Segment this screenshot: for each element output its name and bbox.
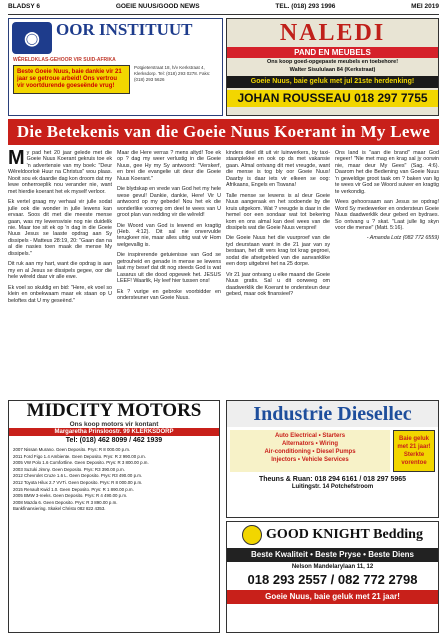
midcity-footer: Bankfinansiering. Skakel Christo 082 822 4353. (13, 506, 106, 512)
naledi-title: NALEDI (227, 19, 438, 47)
drop-cap: M (8, 150, 25, 169)
list-item: 2012 Toyota Hilux 2.7 VVTi. Geen Deposito. Prys: R 8 000.00 p.m. (13, 479, 143, 485)
article-paragraph: Vir 21 jaar ontvang u elke maand die Goeie Nuus gratis. Sal u dit oorweeg om daadwerklik die Koerant te ondersteun deur gebed, maar ook finansieel? (226, 271, 330, 298)
article-paragraph: Die Goeie Nuus het die vuurproef van die tyd deurstaan want in die 21 jaar van sy bestaan, het dit vers krag tot krag gegroei, sodat die afsetgebied van die aanvanklike een dorp uitgebrei het na 25 dorpe. (226, 235, 330, 268)
knight-footer: Goeie Nuus, baie geluk met 21 jaar! (227, 590, 438, 604)
page-header (8, 3, 439, 15)
knight-name: GOOD KNIGHT Bedding (266, 527, 423, 542)
list-item: 2005 VW Polo 1.6 Comfortline. Geen Deposito. Prys: R 3 800.00 p.m. (13, 460, 149, 466)
list-item: Injectors • Vehicle Services (271, 457, 349, 463)
naledi-band: Goeie Nuus, baie geluk met jul 21ste herdenking! (227, 76, 438, 88)
midcity-list (9, 445, 219, 515)
article-title: Die Betekenis van die Goeie Nuus Koerant in My Lewe (16, 122, 431, 141)
article-paragraph: Ek ? vurige en gebroke voorbidder en ondersteuner van Goeie Nuus. (117, 288, 221, 302)
midcity-tel: Tel: (018) 462 8099 / 462 1939 (65, 437, 163, 444)
knight-address: Nelson Mandelarylaan 11, 12 (291, 564, 374, 570)
naledi-line2: Walter Sisululaan 84 (Kerkstraat) (289, 67, 376, 73)
page-number: BLADSY 6 (8, 3, 41, 10)
midcity-title: MIDCITY MOTORS (26, 400, 202, 421)
diesellec-title: Industrie Diesellec (227, 401, 438, 427)
midcity-motors-ad (8, 400, 220, 633)
article-paragraph: Maar die Here verras ? mens altyd! Toe ek op ? dag my weer verlustig in die Goeie Nuus, gee Hy my Sy antwoord: "Verskerf, en brei die evangelie uit deur die Goeie Nuus Koerant." (117, 150, 221, 182)
article-column-4 (335, 150, 439, 397)
diesellec-services (230, 430, 390, 472)
header-date: MEI 2019 (411, 3, 439, 10)
article-column-1 (8, 150, 112, 397)
list-item: 2008 Mazda 6. Geen Deposito. Prys: R 3 890.00 p.m. (13, 499, 118, 505)
naledi-line1: Ons koop goed-opgepaste meubels en toebehore! (266, 59, 399, 65)
article-paragraph: Die Woord van God is lewend en kragtig (Heb. 4:12). Dit sal nie onvervulde terugkeer nie, maar alles uitrig wat vir Hom welgevallig is. (117, 222, 221, 248)
header-tel: TEL. (018) 293 1996 (275, 3, 336, 10)
list-item: 2005 BMW 3-reeks. Geen Deposito. Prys: R 4 490.00 p.m. (13, 493, 128, 499)
knight-phone: 018 293 2557 / 082 772 2798 (247, 572, 418, 587)
diesellec-ad (226, 400, 439, 518)
diesellec-badge: Baie geluk met 21 jaar! Sterkte vorentoe (393, 430, 435, 472)
article-paragraph: Ek voel so skuldig en bid: "Here, ek voel so klein en onbekwaam maar ek staan op U beloftes dat U my geseënd." (8, 284, 112, 304)
article-signature: - Amanda Lotz (082 772 6559) (366, 235, 439, 242)
article-paragraph: y pad het 20 jaar gelede met die Goeie Nuus Koerant gekruis toe ek 'n advertensie van my boek: "Deur Wêreldoorloë Huur na Christus" wou plaas. Nooit sou ek daardie dag kon droom dat my lewe onherroeplik nou verander nie, want met hierdie koerant het ek myself verloor. (8, 150, 112, 195)
diesellec-phone: Theuns & Ruan: 018 294 6161 / 018 297 5965 (258, 476, 407, 483)
oor-subtitle: WÊRELDKLAS-GEHOOR VIR SUID-AFRIKA (13, 57, 116, 63)
oor-instituut-ad (8, 18, 223, 116)
article-column-3 (226, 150, 330, 397)
naledi-sub: PAND EN MEUBELS (227, 47, 438, 58)
oor-address: Potgieterstraat 18, h/v Kerkstraat 4, Klerksdorp. Tel: (018) 293 0278. Faks: (018) 293 5626 (134, 65, 211, 82)
diesellec-address: Luitingstr. 14 Potchefstroom (291, 484, 374, 490)
article-paragraph: Die inspirerende getuienisse van God se getrouheid en genade in mense se lewens laat my besef dat dit nog steeds God is wat Lasarus uit die dood opgewek het. JESUS LEEF! Waarlik, Hy leef hier tussen ons! (117, 252, 221, 285)
list-item: 2015 Renault Kwid 1.0. Geen Deposito. Prys: R 1 890.00 p.m. (13, 486, 134, 492)
list-item: 2003 Suzuki Jimny. Geen Deposito. Prys: R3 390.00 p.m. (13, 466, 125, 472)
article-paragraph: Talle mense se lewens is al deur Goeie Nuus aangeraak en het sodoende by die kruis uitgekom. Wat ? vreugde is daar in die hemel oor een sondaar wat tot bekering kom en ons almal kan deel wees van die dissipels wat die Goeie Nuus versprei! (226, 192, 330, 231)
article-column-2 (117, 150, 221, 397)
naledi-phone: JOHAN ROUSSEAU 018 297 7755 (227, 90, 438, 107)
article-body (8, 150, 439, 397)
knight-band: Beste Kwaliteit • Beste Pryse • Beste Diens (227, 548, 438, 562)
list-item: 2011 Ford Figo 1.4 Ambiente. Geen Deposito. Prys: R 2 990.00 p.m. (13, 453, 146, 459)
knight-logo-icon (242, 525, 262, 545)
naledi-ad (226, 18, 439, 116)
list-item: Auto Electrical • Starters (274, 433, 346, 439)
article-paragraph: kinders deel dit uit vir luinwerkers, by taxi-staanplekke en ook op ds met vakansie gaan. Almal ontvang dit met vreugde, want die mense is tog bly oor Goeie Nuus! Daarby is daar iets vir elkeen se oog: Afrikaans, Engels en Tswana! (226, 150, 330, 189)
oor-promo: Beste Goeie Nuus, baie dankie vir 21 jaar se getroue arbeid! Ons vertrou vir voortdurende goeseënde vrug! (13, 65, 130, 94)
article-paragraph: Die blydskap en vrede van God het my hele wese gevul! Dankie, dankie, Here! Vir U antwoord op my gebede! Nou het ek die wonderlike voorreg om deel te wees van U groot plan van redding vir die wêreld! (117, 186, 221, 219)
article-paragraph: Ek vertel graag my verhaal vir julle sodat julle ook die wonder in julle lewens kan ervaar. Soos dit met die meeste mense gaan, was my lewensvisie nog nie duidelik nie. Maar toe sit ek op 'n dag in die Goeie Nuus Jesus se laaste opdrag aan Sy dissipels - Matteus 28:19, 20: "Gaan dan na al die nasies toen maak die mense My dissipels." (8, 199, 112, 257)
article-banner (8, 119, 439, 145)
list-item: 2007 Nissan Murano. Geen Deposito. Prys: R 8 000.00 p.m. (13, 447, 131, 452)
article-paragraph: Dit ruk aan my hart, want die opdrag is aan my en al Jesus se dissipels gegee, oor die hele wêreld daar vir alle ewe. (8, 261, 112, 281)
good-knight-ad (226, 521, 439, 633)
oor-brand: OOR INSTITUUT (56, 20, 193, 39)
midcity-sub: Ons koop motors vir kontant (69, 421, 159, 428)
list-item: 2012 Chevrolet Cruze 1.6 L. Geen Deposito. Prys: R3 490.00 p.m. (13, 473, 143, 479)
ear-logo-icon: ◉ (12, 22, 52, 54)
publication-name: GOEIE NUUS/GOOD NEWS (115, 3, 200, 10)
list-item: Air-conditioning • Diesel Pumps (264, 449, 356, 455)
article-paragraph: Ons land is "aan die brand" maar God regeer! "Nie met mag en krag sal jy oorwin nie, maar deur My Gees" (Sag. 4:6). Daarom het die Bediening van Goeie Nuus 'n geweldige groot taak om ? baken van lig te wees vir God se Woord suiwer en kragtig te verkondig. (335, 150, 439, 195)
article-paragraph: Wees gehoorsaam aan Jesus se opdrag! Word Sy medewerker en ondersteun Goeie Nuus daadwerklik deur gebed en bydraes. So ontvang u ? skat. "Laat julle lig skyn voor die mense" (Matt. 5:16). (335, 199, 439, 231)
list-item: Alternators • Wiring (281, 441, 339, 447)
midcity-address: Margaretha Prinsloostr. 99 KLERKSDORP (9, 428, 219, 436)
